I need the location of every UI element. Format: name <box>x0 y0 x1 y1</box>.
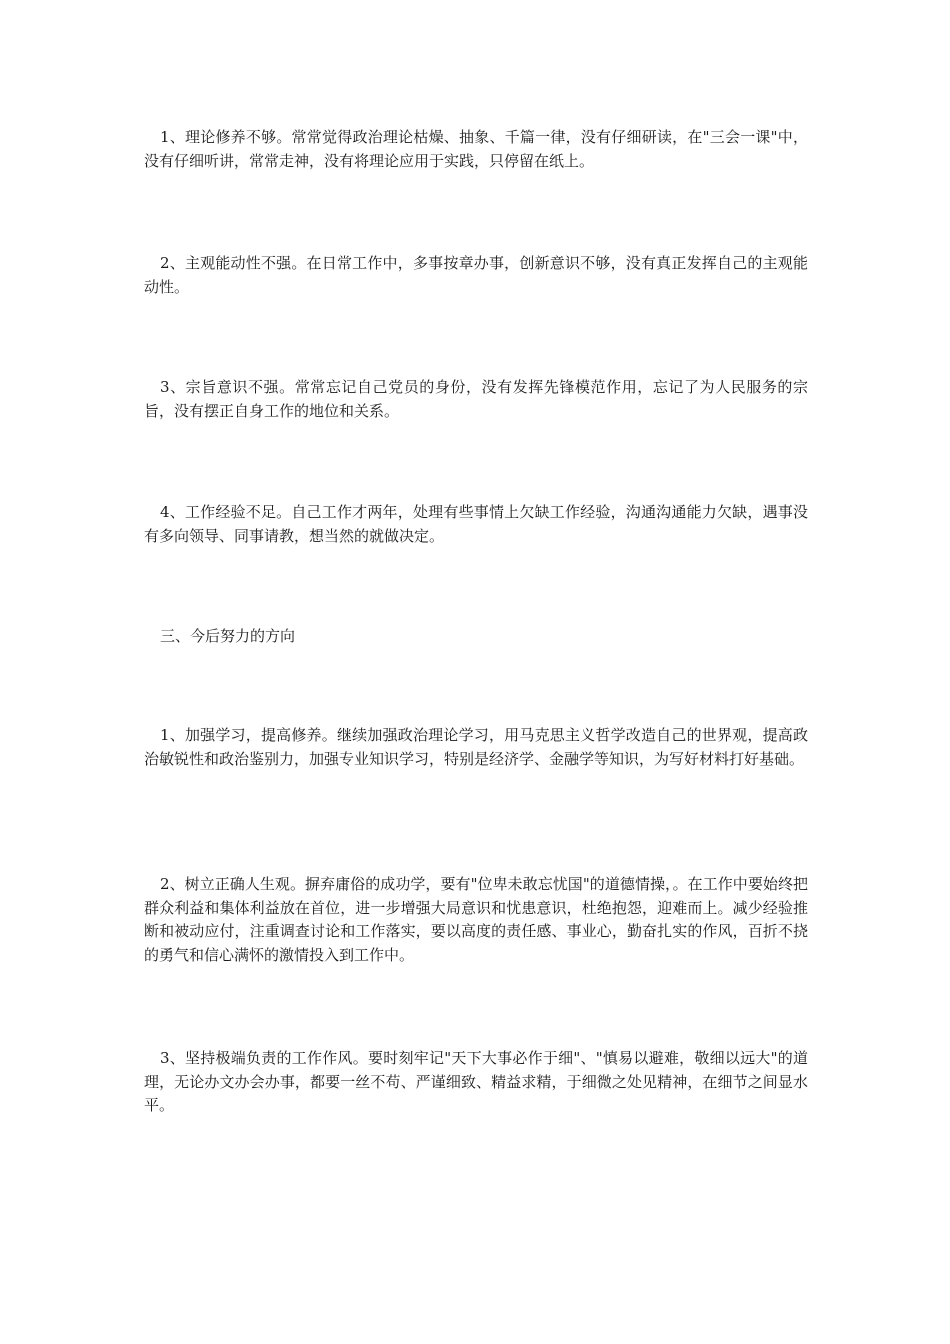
problem-paragraph-3: 3、宗旨意识不强。常常忘记自己党员的身份，没有发挥先锋模范作用，忘记了为人民服务的宗旨，没有摆正自身工作的地位和关系。 <box>144 378 808 420</box>
problem-paragraph-1: 1、理论修养不够。常常觉得政治理论枯燥、抽象、千篇一律，没有仔细研读，在"三会一课"中，没有仔细听讲，常常走神，没有将理论应用于实践，只停留在纸上。 <box>144 128 808 170</box>
measure-paragraph-3: 3、坚持极端负责的工作作风。要时刻牢记"天下大事必作于细"、"慎易以避难，敬细以远大"的道理，无论办文办会办事，都要一丝不苟、严谨细致、精益求精，于细微之处见精神，在细节之间显水平。 <box>144 1049 808 1114</box>
measure-paragraph-1: 1、加强学习，提高修养。继续加强政治理论学习，用马克思主义哲学改造自己的世界观，提高政治敏锐性和政治鉴别力，加强专业知识学习，特别是经济学、金融学等知识，为写好材料打好基础。 <box>144 726 808 768</box>
measure-paragraph-2: 2、树立正确人生观。摒弃庸俗的成功学，要有"位卑未敢忘忧国"的道德情操，。在工作中要始终把群众利益和集体利益放在首位，进一步增强大局意识和忧患意识，杜绝抱怨，迎难而上。减少经验推断和被动应付，注重调查讨论和工作落实，要以高度的责任感、事业心，勤奋扎实的作风，百折不挠的勇气和信心满怀的激情投入到工作中。 <box>144 875 808 964</box>
section-heading: 三、今后努力的方向 <box>160 627 296 645</box>
problem-paragraph-4: 4、工作经验不足。自己工作才两年，处理有些事情上欠缺工作经验，沟通沟通能力欠缺，遇事没有多向领导、同事请教，想当然的就做决定。 <box>144 503 808 545</box>
problem-paragraph-2: 2、主观能动性不强。在日常工作中，多事按章办事，创新意识不够，没有真正发挥自己的主观能动性。 <box>144 254 808 296</box>
